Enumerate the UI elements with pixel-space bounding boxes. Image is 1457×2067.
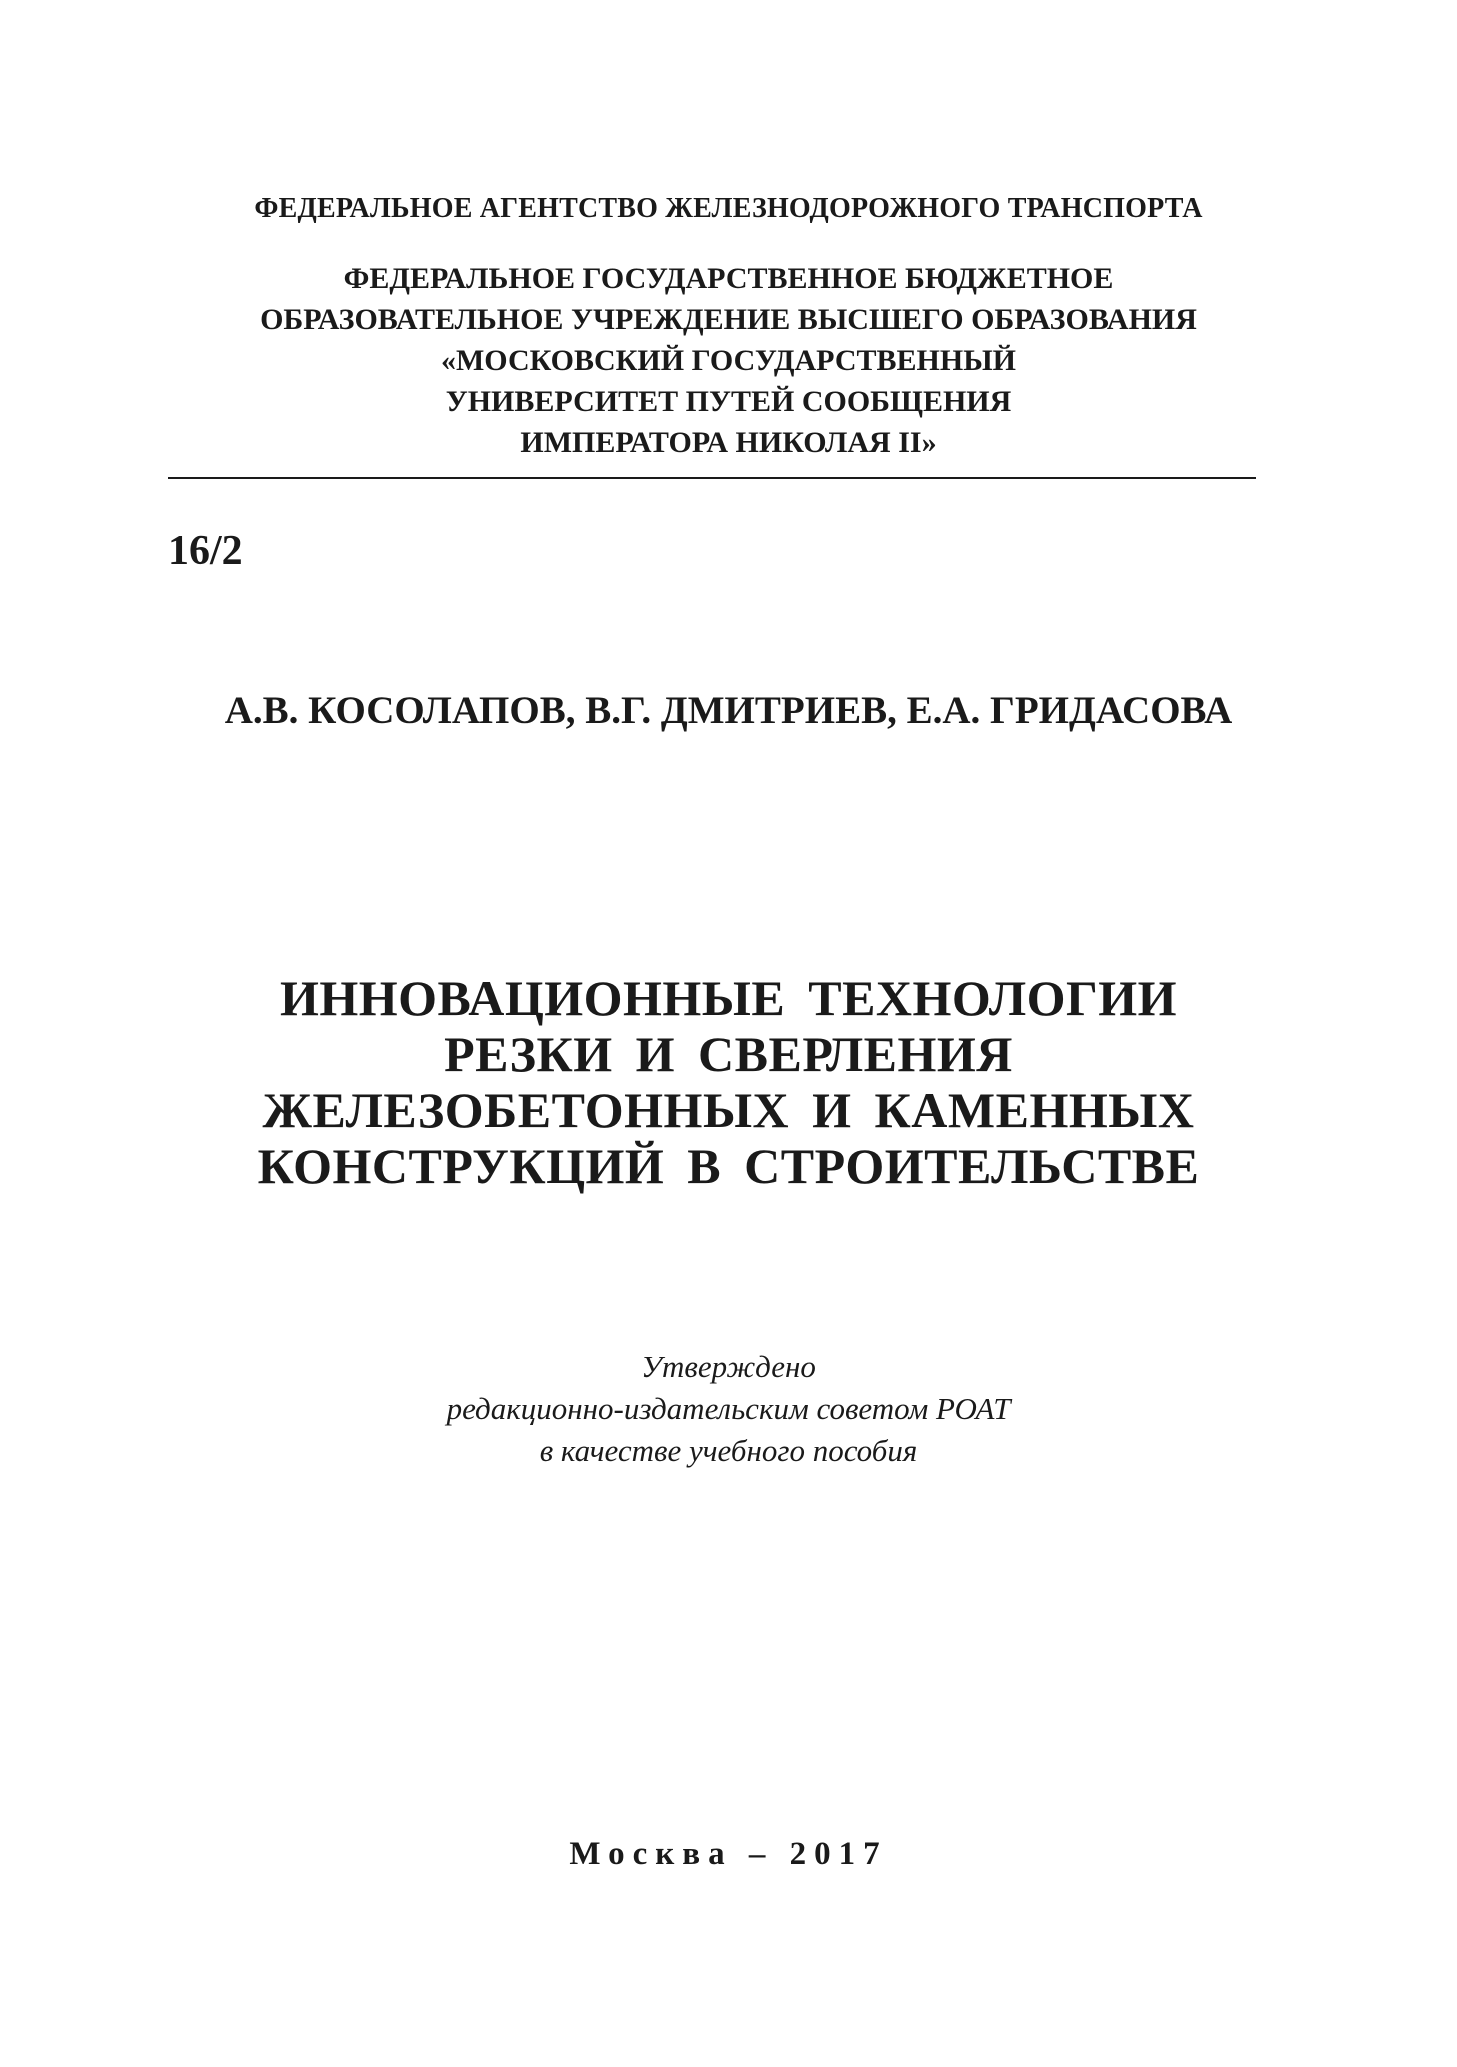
approval-line: Утверждено [641,1349,816,1384]
agency-name: ФЕДЕРАЛЬНОЕ АГЕНТСТВО ЖЕЛЕЗНОДОРОЖНОГО ТРАНСПОРТА [254,193,1203,224]
title-line: РЕЗКИ И СВЕРЛЕНИЯ [444,1026,1013,1082]
approval-note [0,1346,1457,1472]
title-line: ЖЕЛЕЗОБЕТОННЫХ И КАМЕННЫХ [262,1082,1195,1138]
institution-line: УНИВЕРСИТЕТ ПУТЕЙ СООБЩЕНИЯ [445,385,1012,418]
title-line: ИННОВАЦИОННЫЕ ТЕХНОЛОГИИ [279,970,1178,1026]
institution-line: ИМПЕРАТОРА НИКОЛАЯ II» [520,426,937,459]
institution-line: ФЕДЕРАЛЬНОЕ ГОСУДАРСТВЕННОЕ БЮДЖЕТНОЕ [343,262,1114,295]
title-line: КОНСТРУКЦИЙ В СТРОИТЕЛЬСТВЕ [257,1138,1200,1194]
authors: А.В. КОСОЛАПОВ, В.Г. ДМИТРИЕВ, Е.А. ГРИДАСОВА [224,689,1233,732]
institution-name [0,258,1457,463]
imprint: Москва – 2017 [569,1836,888,1872]
institution-line: ОБРАЗОВАТЕЛЬНОЕ УЧРЕЖДЕНИЕ ВЫСШЕГО ОБРАЗОВАНИЯ [260,303,1197,336]
approval-line: в качестве учебного пособия [539,1433,918,1468]
publication-code: 16/2 [168,528,243,574]
approval-line: редакционно-издательским советом РОАТ [446,1391,1011,1426]
institution-line: «МОСКОВСКИЙ ГОСУДАРСТВЕННЫЙ [440,344,1017,377]
book-title [0,970,1457,1194]
header-divider [168,477,1256,479]
